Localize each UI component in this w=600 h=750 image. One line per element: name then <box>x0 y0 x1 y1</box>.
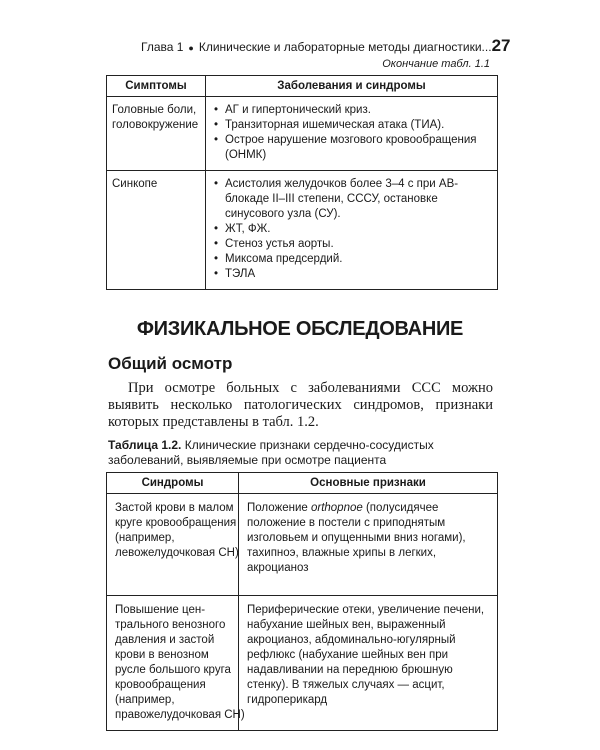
syndrome-line: крови в венозном <box>115 649 209 661</box>
page-number: 27 <box>491 36 511 55</box>
syndrome-line: Повышение цен- <box>115 604 206 616</box>
running-header <box>141 36 511 56</box>
syndrome-cell <box>107 596 245 731</box>
sign-line <box>247 501 489 516</box>
symptom-line: Головные боли, <box>112 104 197 116</box>
sign-line: акроцианоз <box>247 562 309 574</box>
column-header-syndromes: Синдромы <box>107 473 239 494</box>
symptom-cell <box>107 97 206 171</box>
table-row <box>107 494 498 596</box>
column-header-symptoms: Симптомы <box>107 76 206 97</box>
sign-line: изголовьем и опущенными вниз ногами), <box>247 532 466 544</box>
syndrome-line: Застой крови в малом <box>115 502 234 514</box>
column-header-diseases: Заболевания и синдромы <box>206 76 498 97</box>
disease-item: • Асистолия желудочков более 3–4 с при АВ-блокаде II–III степени, СССУ, остановке синусового узла (СУ). <box>214 177 491 222</box>
sign-prefix: Положение <box>247 502 311 514</box>
sign-line: стенку). В тяжелых случаях — асцит, <box>247 679 445 691</box>
section-title: ФИЗИКАЛЬНОЕ ОБСЛЕДОВАНИЕ <box>136 318 464 340</box>
disease-item: • Миксома предсердий. <box>214 252 491 267</box>
chapter-title: Клинические и лабораторные методы диагностики... <box>198 40 492 54</box>
symptom-line: головокружение <box>112 119 199 131</box>
table-continuation-note: Окончание табл. 1.1 <box>382 58 490 70</box>
table-row <box>107 596 498 731</box>
symptom-line: Синкопе <box>112 178 158 190</box>
table-header-row <box>107 76 498 97</box>
sign-line: положение в постели с приподнятым <box>247 517 446 529</box>
table-row <box>107 171 498 290</box>
body-paragraph: При осмотре больных с заболеваниями ССС можно выявить несколько патологических синдромов, признаки которых представлены в табл. 1.2. <box>108 380 493 430</box>
table-row <box>107 97 498 171</box>
disease-item: • Острое нарушение мозгового кровообращения (ОНМК) <box>214 133 491 163</box>
syndrome-line: давления и застой <box>115 634 215 646</box>
disease-item: • ТЭЛА <box>214 267 491 282</box>
sign-line: гидроперикард <box>247 694 328 706</box>
sign-line: надавливании на переднюю брюшную <box>247 664 453 676</box>
sign-line: Периферические отеки, увеличение печени, <box>247 604 485 616</box>
syndrome-line: левожелудочковая СН) <box>115 547 239 559</box>
signs-cell <box>239 596 498 731</box>
syndrome-line: (например, <box>115 694 175 706</box>
syndrome-cell <box>107 494 239 596</box>
table-header-row <box>107 473 498 494</box>
signs-cell <box>239 494 498 596</box>
syndrome-line: правожелудочковая СН) <box>115 709 245 721</box>
chapter-label: Глава 1 <box>141 40 184 54</box>
disease-item: • Стеноз устья аорты. <box>214 237 491 252</box>
sign-suffix: (полусидячее <box>362 502 439 514</box>
disease-item: • ЖТ, ФЖ. <box>214 222 491 237</box>
column-header-signs: Основные признаки <box>239 473 498 494</box>
syndrome-line: кровообращения <box>115 679 206 691</box>
table-caption <box>108 438 508 468</box>
sign-term-orthopnoe: orthopnoe <box>310 502 363 514</box>
syndrome-line: (например, <box>115 532 175 544</box>
syndrome-line: трального венозного <box>115 619 226 631</box>
table-1-2 <box>106 472 498 731</box>
syndrome-line: русле большого круга <box>115 664 231 676</box>
syndrome-line: круге кровообращения <box>115 517 237 529</box>
sign-line: тахипноэ, влажные хрипы в легких, <box>247 547 437 559</box>
table-caption-text: Клинические признаки сердечно-сосудистых заболеваний, выявляемые при осмотре пациента <box>108 438 434 467</box>
disease-item: • Транзиторная ишемическая атака (ТИА). <box>214 118 491 133</box>
table-1-1 <box>106 75 498 290</box>
sign-line: набухание шейных вен, выраженный <box>247 619 446 631</box>
sign-line: акроцианоз, абдоминально-югулярный <box>247 634 456 646</box>
header-bullet: ● <box>188 43 194 53</box>
symptom-cell <box>107 171 206 290</box>
subsection-title: Общий осмотр <box>108 354 233 373</box>
sign-line: рефлюкс (набухание шейных вен при <box>247 649 449 661</box>
table-caption-label: Таблица 1.2. <box>108 438 182 452</box>
disease-item: • АГ и гипертонический криз. <box>214 103 491 118</box>
diseases-cell <box>206 97 498 171</box>
diseases-cell <box>206 171 498 290</box>
